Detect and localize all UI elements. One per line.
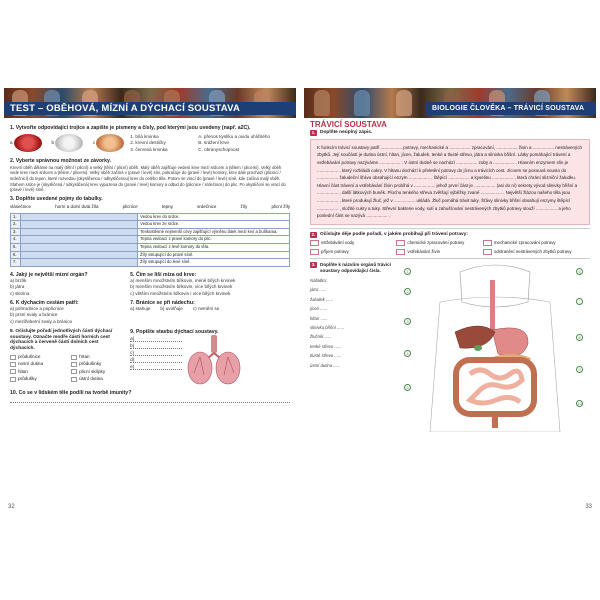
diagram-number: 4 <box>404 350 411 357</box>
definition-cell: Žíly vstupující do pravé síně. <box>138 251 290 259</box>
answer-box[interactable] <box>71 355 77 360</box>
white-blood-cell-image <box>55 134 83 152</box>
diagram-number: 7 <box>576 298 583 305</box>
left-banner <box>4 88 296 118</box>
q6-option[interactable]: c) mezižeberní svaly a bránice <box>10 318 73 324</box>
answer-box[interactable] <box>10 362 16 367</box>
q2-item: chemické zpracování potravy <box>407 240 465 246</box>
q2-text: Krevní oběh děláme na malý (tělní / plicní) a velký (tělní / plicní) oběh. Malý oběh zajišťuje vedení krve mezi srdcem a (tělem / plicemi). Velký oběh vede krev mezi srdcem a (tělem / plicemi). Velký oběh začíná v (pravé / levé) síni, pokračuje do (pravé / levé) komory, krev dále prochází (plicnicí / srdečnicí) do tepen, které rozvedou (okysličenou / odkysličenou) krev do celého těla. Potom se vrací do (pravé / levé) síně, kde začíná malý oběh. Stahem srdce je (okysličená / odkysličená) krev vypuzena do (pravé / levé) komory a odtud do (plicnice / srdečnice) do plic. Po okysličení se vrací do (pravé / levé) síně. <box>10 164 286 193</box>
definition-cell: Vedou krev do srdce. <box>138 213 290 221</box>
table-row <box>11 228 290 236</box>
q3-number: 3. <box>311 261 316 267</box>
q1-option-2: 2. krevní destičky <box>130 140 166 146</box>
order-box[interactable] <box>310 249 319 255</box>
q8-item: ústní dutina <box>79 376 103 382</box>
q2-item: příjem potravy <box>321 248 349 254</box>
order-box[interactable] <box>483 240 492 246</box>
q4-option[interactable]: c) slezina <box>10 290 30 296</box>
right-banner-title: BIOLOGIE ČLOVĚKA – TRÁVICÍ SOUSTAVA <box>426 102 596 115</box>
definition-cell: Vedou krev ze srdce. <box>138 221 290 229</box>
q5-option[interactable]: b) menším množstvím bílkovin, více bílých krvinek <box>130 284 233 290</box>
answer-box[interactable] <box>10 377 16 382</box>
q3-word: plicní žíly <box>271 204 290 210</box>
q3-word: srdečnice <box>197 204 217 210</box>
order-box[interactable] <box>396 240 405 246</box>
q1-option-A: A. přenos kyslíku a oxidu uhličitého <box>198 134 271 140</box>
q8-item: průdušky <box>18 376 37 382</box>
q1-text: K funkcím trávicí soustavy patří ................. potravy, mechanické a ................. zpracování, ................. živin a ................. nestrávených zbytků. Její součástí je dutina ústní, hltan, jícen, žaludek, tenké a tlusté střevo, játra a slinivka břišní. Látky pomáhající trávení a vstřebávání potravy nazýváme ................. . V ústní dutině se nachází ................. zuby a ................. . Hlavním enzymem slin je ................. , který rozkládá cukry. V hltanu dochází k přeletění potravy do jícnu a trávicích cest. Jícnem se posouvá sousto do ................. žaludeční šťávu obsahující enzym ................. , štěpící ................. a kyselinu ................. , která chrání slizniční žaludku. Hlavní část trávení a vstřebávání živin probíhá v ................. jehož první část je ................. (asi do ní) sekrety vývod slinivky břišní a ................. , další látkových buněk. Plochu tenkého střeva zvětšují výběžky zvané ................. . Největší žlázou našeho těla jsou ................. , které produkují žluč, jež v ................. ukládá. Žluč pomáhá trávit tuky. Šťávy slinivky břišní obsahují enzymy štěpící ................. , složité cukry a tuky. Střevní bakterie vody, solí a zahušťování nestrávených zbytků potravy slouží ................. a jeho poslední část se nazývá ................. . <box>317 144 583 219</box>
q9-label: d) <box>130 357 135 363</box>
q3-word: žíly <box>240 204 248 210</box>
q1-images <box>10 134 124 152</box>
q8-item: hltan <box>18 368 28 374</box>
q8-prompt: 8. Očíslujte pořadí jednotlivých částí dýchací soustavy. Označte modře části horních cest dýchacích a červeně části dolních cest dýchacích. <box>10 328 113 352</box>
q8-item: nosní dutina <box>18 361 44 367</box>
q9-prompt: 9. Popište stavbu dýchací soustavy. <box>130 328 219 335</box>
left-content <box>10 122 290 403</box>
table-row <box>11 221 290 229</box>
q3-word: horní a dolní dutá žíla <box>55 204 99 210</box>
q10-prompt: 10. Co se v lidském těle podílí na tvorbě imunity? <box>10 390 132 397</box>
q1-number: 1. <box>311 130 316 136</box>
q9-label: c) <box>130 350 134 356</box>
answer-box[interactable] <box>71 362 77 367</box>
row-number: 5. <box>11 243 21 251</box>
q1-label-a: a <box>10 140 13 146</box>
answer-cell[interactable] <box>21 221 138 229</box>
q4-option[interactable]: b) játra <box>10 284 25 290</box>
q3-organ[interactable]: jícen ...... <box>310 306 328 312</box>
platelet-image <box>96 134 124 152</box>
q8-item: průdušnice <box>18 353 41 359</box>
answer-box[interactable] <box>71 377 77 382</box>
definition-cell: Tenkostěnné nejmenší cévy zajišťující výměnu látek mezi krví a buňkama. <box>138 228 290 236</box>
q1-option-1: 1. bílá krvinka <box>130 134 159 140</box>
table-row <box>11 213 290 221</box>
answer-cell[interactable] <box>21 236 138 244</box>
q6-option[interactable]: a) pohrudnice a poplicnice <box>10 306 64 312</box>
q2-item: vstřebávání živin <box>407 248 441 254</box>
diagram-number: 9 <box>576 366 583 373</box>
q3-word-bank <box>10 204 290 210</box>
q8-item: průdušinky <box>79 361 102 367</box>
section-title: TRÁVICÍ SOUSTAVA <box>310 120 387 129</box>
q3-organ[interactable]: tlusté střevo ...... <box>310 353 342 359</box>
q6-option[interactable]: b) prsní svaly a bránice <box>10 312 58 318</box>
q4-option[interactable]: a) brzlík <box>10 278 27 284</box>
table-row <box>11 236 290 244</box>
table-row <box>11 259 290 267</box>
q4-prompt: 4. Jaký je největší mízní orgán? <box>10 271 88 278</box>
q9-label: e) <box>130 364 135 370</box>
answer-cell[interactable] <box>21 213 138 221</box>
q5-prompt: 5. Čím se liší míza od krve: <box>130 271 197 278</box>
q5-option[interactable]: a) menším množstvím bílkovin, méně bílých krvinek <box>130 278 236 284</box>
q1-prompt: 1. Vytvořte odpovídající trojice a zapište je písmeny a čísly, pod kterými jsou uvedeny (např. a2C). <box>10 125 251 131</box>
q3-organ[interactable]: žlučník ...... <box>310 334 332 340</box>
fill-in-text-box <box>310 139 590 225</box>
left-banner-title: TEST – OBĚHOVÁ, MÍZNÍ A DÝCHACÍ SOUSTAVA <box>4 102 296 115</box>
q7-option[interactable]: b) uvolňuje <box>160 306 183 312</box>
definition-cell: Tepna vedoucí z pravé komory do plic. <box>138 236 290 244</box>
q6-prompt: 6. K dýchacím cestám patří: <box>10 299 79 306</box>
q5-option[interactable]: c) větším množstvím bílkovin i více bílých krvinek <box>130 290 231 296</box>
q3-organ[interactable]: ústní dutina ...... <box>310 362 341 368</box>
q3-prompt: 3. Doplňte uvedené pojmy do tabulky. <box>10 195 103 202</box>
q3-organ[interactable]: játra ...... <box>310 287 327 293</box>
digestive-system-image <box>400 262 590 432</box>
row-number: 3. <box>11 228 21 236</box>
q3-word: tepny <box>161 204 173 210</box>
q10-answer-line[interactable] <box>10 397 290 403</box>
digestive-system-diagram <box>400 262 590 432</box>
row-number: 7. <box>11 259 21 267</box>
order-box[interactable] <box>396 249 405 255</box>
answer-cell[interactable] <box>21 251 138 259</box>
lungs-diagram-image <box>184 335 244 387</box>
q7-option[interactable]: a) stahuje <box>130 306 151 312</box>
q3-word: plicnice <box>122 204 138 210</box>
q2-prompt: 2. Vyberte správnou možnost ze závorky. <box>10 158 111 165</box>
q9-label: a) <box>130 336 135 342</box>
diagram-number: 10 <box>577 401 582 406</box>
q8-item: hrtan <box>79 353 90 359</box>
q7-option[interactable]: c) nemění se <box>192 306 220 312</box>
q2-options <box>310 240 590 255</box>
row-number: 1. <box>11 213 21 221</box>
red-blood-cell-image <box>14 134 42 152</box>
q2-item: vstřebávání vody <box>321 240 355 246</box>
table-row <box>11 251 290 259</box>
right-content <box>310 122 590 432</box>
q7-prompt: 7. Bránice se při nádechu: <box>130 299 195 306</box>
diagram-number: 3 <box>404 318 411 325</box>
q1-label-c: c <box>93 140 96 146</box>
definition-cell: Žíly vstupující do levé síně. <box>138 259 290 267</box>
row-number: 2. <box>11 221 21 229</box>
order-box[interactable] <box>483 249 492 255</box>
row-number: 4. <box>11 236 21 244</box>
q2-prompt: Očíslujte děje podle pořadí, v jakém probíhají při trávení potravy: <box>320 231 468 237</box>
diagram-number: 2 <box>404 288 411 295</box>
q3-organ[interactable]: žaludek ...... <box>310 296 334 302</box>
q3-organ[interactable]: slinivka břišní ...... <box>310 325 345 330</box>
q9-label: b) <box>130 343 135 349</box>
page-number: 33 <box>585 504 592 510</box>
answer-box[interactable] <box>10 369 16 374</box>
q3-organ[interactable]: tenké střevo ...... <box>310 343 342 349</box>
right-banner <box>304 88 596 118</box>
q2-item: odstranění nestrávených zbytků potravy <box>493 248 572 254</box>
diagram-number: 8 <box>576 334 583 341</box>
answer-box[interactable] <box>71 369 77 374</box>
row-number: 6. <box>11 251 21 259</box>
q2-item: mechanické zpracování potravy <box>493 240 556 246</box>
q3-organ[interactable]: hltan ...... <box>310 315 328 321</box>
q2-number: 2. <box>311 231 316 237</box>
q3-table <box>10 213 290 267</box>
definition-cell: Tepna vedoucí z levé komory do těla. <box>138 243 290 251</box>
answer-cell[interactable] <box>21 243 138 251</box>
q1-option-3: 3. červená krvinka <box>130 146 168 152</box>
q8-item: plicní sklípky <box>79 368 106 374</box>
diagram-number: 6 <box>576 268 583 275</box>
right-page <box>304 88 596 514</box>
q1-label-b: b <box>51 140 55 146</box>
answer-cell[interactable] <box>21 259 138 267</box>
answer-cell[interactable] <box>21 228 138 236</box>
table-row <box>11 243 290 251</box>
q1-option-B: B. srážení krve <box>198 140 229 146</box>
diagram-number: 1 <box>404 268 411 275</box>
q1-prompt: Doplňte neúplný zápis. <box>320 130 373 136</box>
diagram-number: 5 <box>404 384 411 391</box>
order-box[interactable] <box>310 240 319 246</box>
q1-option-C: C. obranyschopnost <box>198 146 240 152</box>
q3-word: vlásečnice <box>10 204 32 210</box>
page-number: 32 <box>8 504 15 510</box>
left-page <box>4 88 296 514</box>
q3-prompt: Doplňte k názvům orgánů trávicí soustavy odpovídající čísla. <box>320 261 391 273</box>
answer-box[interactable] <box>10 355 16 360</box>
q3-organ: Nábidka: <box>310 277 327 283</box>
